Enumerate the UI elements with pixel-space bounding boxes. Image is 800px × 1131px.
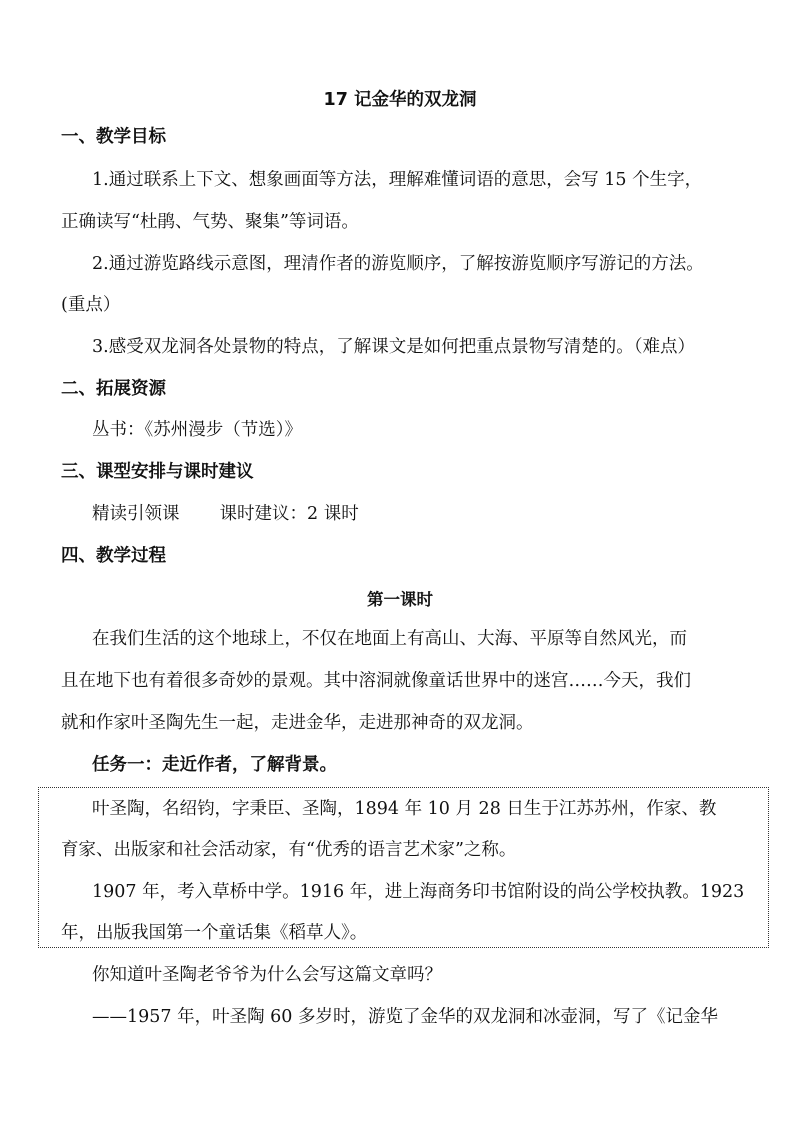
section-heading-resources: 二、拓展资源 [61,379,166,399]
lesson-type-text: 精读引领课 [92,504,180,524]
section-heading-lesson-type: 三、课型安排与课时建议 [61,462,254,482]
intro-line-2: 且在地下也有着很多奇妙的景观。其中溶洞就像童话世界中的迷宫……今天，我们 [61,671,691,691]
intro-line-1: 在我们生活的这个地球上，不仅在地面上有高山、大海、平原等自然风光，而 [92,629,687,649]
author-bio-line-2: 育家、出版家和社会活动家，有“优秀的语言艺术家”之称。 [61,840,517,860]
answer-line-1: ——1957 年，叶圣陶 60 多岁时，游览了金华的双龙洞和冰壶洞，写了《记金华 [92,1007,718,1027]
author-history-line-2: 年，出版我国第一个童话集《稻草人》。 [61,923,368,943]
intro-line-3: 就和作家叶圣陶先生一起，走进金华，走进那神奇的双龙洞。 [61,713,534,733]
page-title: 17 记金华的双龙洞 [323,90,477,110]
section-heading-teaching-goals: 一、教学目标 [61,127,166,147]
lesson-hours-text: 课时建议：2 课时 [219,504,359,524]
author-bio-line-1: 叶圣陶，名绍钧，字秉臣、圣陶，1894 年 10 月 28 日生于江苏苏州，作家、教 [92,799,717,819]
lesson-arrangement [92,502,782,526]
goal-3: 3.感受双龙洞各处景物的特点，了解课文是如何把重点景物写清楚的。（难点） [92,337,695,357]
period-title: 第一课时 [367,590,433,609]
goal-2-line-1: 2.通过游览路线示意图，理清作者的游览顺序，了解按游览顺序写游记的方法。 [92,254,704,274]
section-heading-process: 四、教学过程 [61,546,166,566]
goal-1-line-1: 1.通过联系上下文、想象画面等方法，理解难懂词语的意思，会写 15 个生字， [92,170,703,190]
author-history-line-1: 1907 年，考入草桥中学。1916 年，进上海商务印书馆附设的尚公学校执教。1923 [92,882,745,902]
question-text: 你知道叶圣陶老爷爷为什么会写这篇文章吗？ [92,965,442,985]
resource-text: 丛书：《苏州漫步（节选）》 [92,420,302,440]
goal-2-line-2: (重点） [61,295,121,315]
task-1-heading: 任务一：走近作者，了解背景。 [92,755,337,775]
goal-1-line-2: 正确读写“杜鹃、气势、聚集”等词语。 [61,212,359,232]
